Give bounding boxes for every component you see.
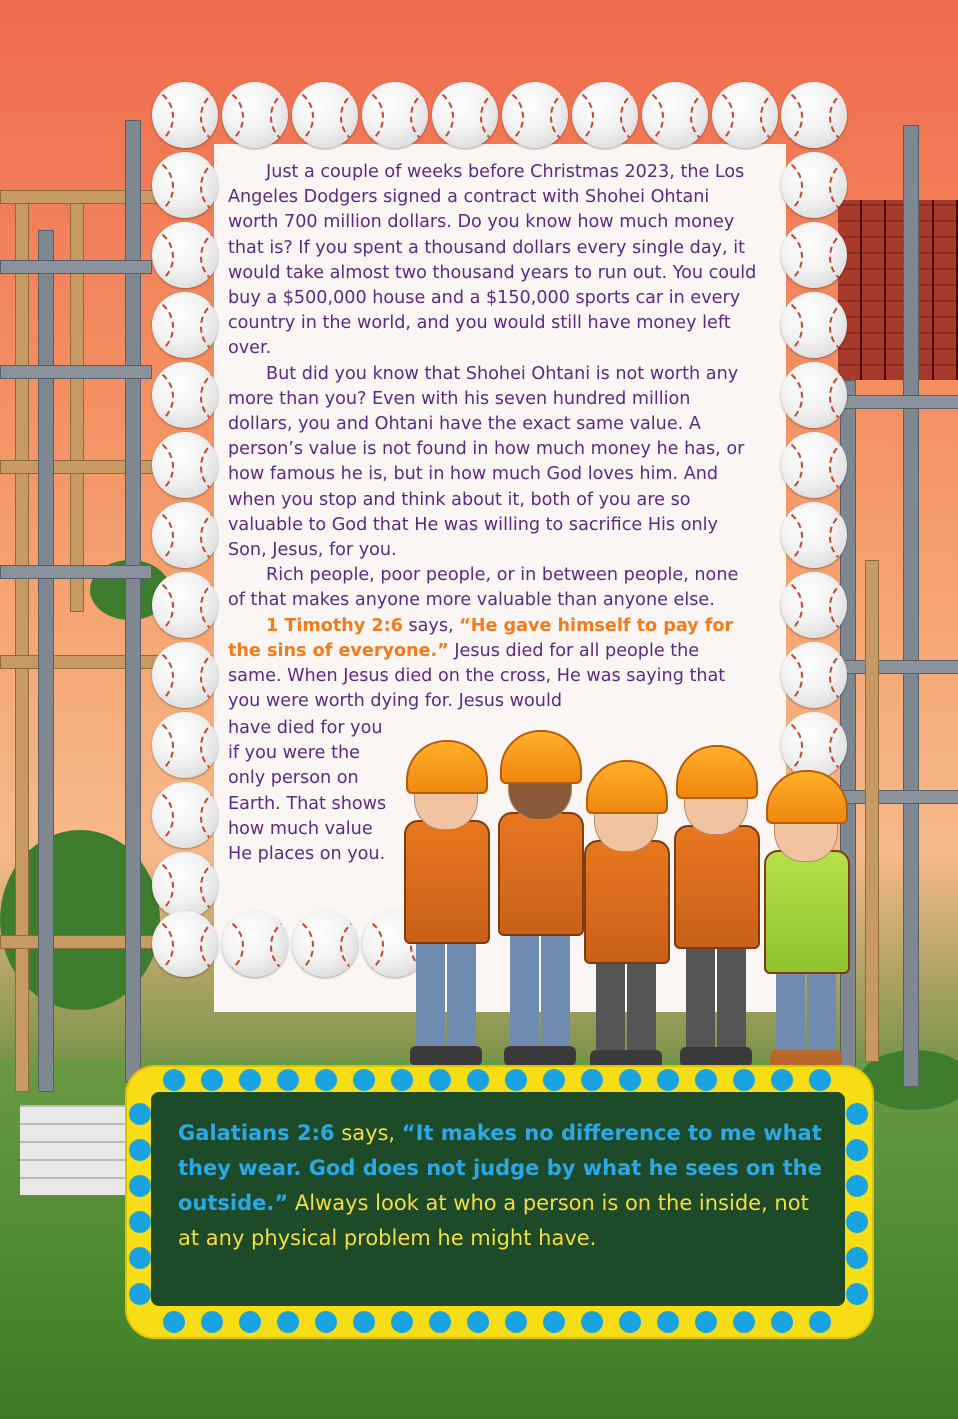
baseball-icon (572, 82, 638, 148)
story-text-rest: Jesus died for all people the same. When Jesus died on the cross, He was saying that you were worth dying for. Jesus would (228, 640, 726, 712)
baseball-icon (152, 642, 218, 708)
scaffold-bar (840, 395, 958, 409)
dot-icon (429, 1069, 451, 1091)
baseball-icon (222, 82, 288, 148)
baseball-icon (781, 572, 847, 638)
scaffold-bar (0, 565, 152, 579)
dot-icon (429, 1311, 451, 1333)
dot-icon (809, 1069, 831, 1091)
dot-icon (543, 1069, 565, 1091)
dot-icon (201, 1069, 223, 1091)
kid-figure (490, 730, 590, 1070)
dot-icon (315, 1311, 337, 1333)
baseball-icon (642, 82, 708, 148)
dot-icon (353, 1311, 375, 1333)
dot-icon (239, 1069, 261, 1091)
baseball-icon (781, 362, 847, 428)
story-paragraph: But did you know that Shohei Ohtani is not worth any more than you? Even with his seven hundred million dollars, you and Ohtani have the exact same value. A person’s value is not found in how much money he has, or how famous he is, but in how much God loves him. And when you stop and think about it, both of you are so valuable to God that He was willing to sacrifice His only Son, Jesus, for you. (228, 363, 745, 561)
dot-icon (129, 1211, 151, 1233)
dot-icon (277, 1069, 299, 1091)
dot-icon (129, 1139, 151, 1161)
dot-icon (129, 1103, 151, 1125)
baseball-icon (362, 82, 428, 148)
dot-icon (771, 1069, 793, 1091)
baseball-icon (781, 292, 847, 358)
dot-icon (619, 1311, 641, 1333)
dot-icon (657, 1069, 679, 1091)
dot-icon (619, 1069, 641, 1091)
callout-quote: “It makes no difference to me what they wear. God does not judge by what he sees on the outside.” (178, 1121, 822, 1215)
dot-icon (581, 1069, 603, 1091)
kid-figure (666, 745, 766, 1070)
dot-icon (505, 1069, 527, 1091)
scaffold-bar (840, 660, 958, 674)
dot-icon (695, 1069, 717, 1091)
scripture-quote: “He gave himself to pay for the sins of everyone.” (228, 615, 734, 661)
brick-wall (20, 1105, 130, 1195)
baseball-icon (152, 82, 218, 148)
baseball-icon (781, 432, 847, 498)
baseball-icon (222, 911, 288, 977)
callout-text (178, 1116, 828, 1256)
baseball-icon (712, 82, 778, 148)
story-paragraph: Just a couple of weeks before Christmas 2023, the Los Angeles Dodgers signed a contract with Shohei Ohtani worth 700 million dollars. Do you know how much money that is? If you spent a thousand dollars every single day, it would take almost two thousand years to run out. You could buy a $500,000 house and a $150,000 sports car in every country in the world, and you would still have money left over. (228, 162, 757, 359)
scaffold-pole (903, 125, 919, 1087)
baseball-icon (152, 362, 218, 428)
baseball-icon (152, 572, 218, 638)
callout-rest: Always look at who a person is on the inside, not at any physical problem he might have. (178, 1191, 809, 1250)
dot-icon (315, 1069, 337, 1091)
kid-figure (398, 740, 493, 1070)
dot-icon (201, 1311, 223, 1333)
scaffold-pole (38, 230, 54, 1092)
baseball-icon (781, 152, 847, 218)
story-paragraph: Rich people, poor people, or in between people, none of that makes anyone more valuable than anyone else. (228, 565, 739, 611)
construction-kids-illustration (398, 740, 868, 1070)
dot-icon (695, 1311, 717, 1333)
story-text-narrow: have died for you if you were the only person on Earth. That shows how much value He places on you. (228, 718, 387, 865)
dot-icon (581, 1311, 603, 1333)
dot-icon (467, 1311, 489, 1333)
kid-figure (758, 770, 853, 1070)
dot-icon (846, 1175, 868, 1197)
dot-icon (129, 1247, 151, 1269)
dot-icon (657, 1311, 679, 1333)
dot-icon (846, 1283, 868, 1305)
baseball-icon (292, 911, 358, 977)
dot-icon (771, 1311, 793, 1333)
dot-icon (733, 1069, 755, 1091)
scaffold-bar (0, 260, 152, 274)
baseball-icon (781, 82, 847, 148)
baseball-icon (152, 852, 218, 918)
wood-post (15, 190, 29, 1092)
dot-icon (391, 1069, 413, 1091)
dot-icon (163, 1069, 185, 1091)
scripture-reference: 1 Timothy 2:6 (266, 615, 403, 636)
dot-icon (846, 1247, 868, 1269)
baseball-icon (502, 82, 568, 148)
dot-icon (846, 1103, 868, 1125)
dot-icon (353, 1069, 375, 1091)
callout-says: says, (334, 1121, 402, 1145)
dot-icon (846, 1211, 868, 1233)
baseball-icon (152, 292, 218, 358)
dot-icon (505, 1311, 527, 1333)
baseball-icon (432, 82, 498, 148)
baseball-icon (781, 642, 847, 708)
baseball-icon (152, 152, 218, 218)
baseball-icon (152, 712, 218, 778)
dot-icon (467, 1069, 489, 1091)
dot-icon (163, 1311, 185, 1333)
scaffold-bar (0, 365, 152, 379)
dot-icon (809, 1311, 831, 1333)
baseball-icon (152, 432, 218, 498)
dot-icon (846, 1139, 868, 1161)
dot-icon (239, 1311, 261, 1333)
dot-icon (129, 1283, 151, 1305)
baseball-icon (781, 222, 847, 288)
baseball-icon (781, 502, 847, 568)
story-text (228, 160, 758, 714)
wood-post (70, 190, 84, 612)
dot-icon (391, 1311, 413, 1333)
dot-icon (129, 1175, 151, 1197)
baseball-icon (152, 782, 218, 848)
kid-figure (578, 760, 673, 1070)
dot-icon (277, 1311, 299, 1333)
dot-icon (733, 1311, 755, 1333)
tiled-roof (838, 200, 958, 380)
says-text: says, (402, 615, 460, 636)
baseball-icon (152, 502, 218, 568)
baseball-icon (152, 222, 218, 288)
baseball-icon (152, 911, 218, 977)
baseball-icon (292, 82, 358, 148)
story-paragraph (228, 614, 758, 715)
callout-reference: Galatians 2:6 (178, 1121, 335, 1145)
dot-icon (543, 1311, 565, 1333)
